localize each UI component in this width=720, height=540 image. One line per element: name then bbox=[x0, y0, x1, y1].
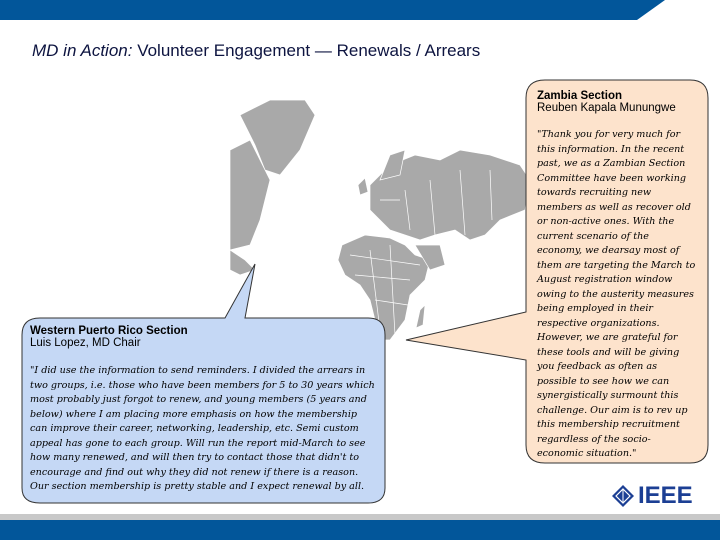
title-rest: Volunteer Engagement — Renewals / Arrears bbox=[132, 41, 481, 60]
zambia-callout bbox=[537, 90, 697, 462]
zambia-person: Reuben Kapala Munungwe bbox=[537, 102, 676, 114]
footer-bar bbox=[0, 520, 720, 540]
zambia-section-name: Zambia Section bbox=[537, 90, 622, 102]
ieee-logo-text: IEEE bbox=[638, 482, 693, 509]
ieee-logo bbox=[612, 482, 693, 510]
title-italic: MD in Action: bbox=[32, 41, 133, 60]
zambia-quote: "Thank you for very much for this information. In the recent past, we as a Zambian Section Committee have been working towards recruiting new members as well as recover old or non-active ones. With the current scenario of the economy, we dearsay most of them are targeting the March to August registration window owing to the austerity measures being employed in their respective organizations. However, we are grateful for these tools and will be giving you feedback as often as possible to see how we can synergistically surmount this challenge. Our aim is to rev up this membership recruitment regardless of the socio-economic situation." bbox=[537, 129, 696, 459]
pr-person: Luis Lopez, MD Chair bbox=[30, 337, 141, 349]
ieee-diamond-icon bbox=[612, 485, 634, 507]
pr-section-name: Western Puerto Rico Section bbox=[30, 325, 188, 337]
puerto-rico-callout bbox=[30, 325, 375, 495]
pr-quote: "I did use the information to send reminders. I divided the arrears in two groups, i.e. those who have been members for 5 to 30 years which most probably just forgot to renew, and young members (5 years and below) where I am placing more emphasis on how the membership can improve their career, networking, leadership, etc. Semi custom appeal has gone to each group. Will run the report mid-March to see how many renewed, and will then try to contact those that didn't to encourage and find out why they did not renew if there is a reason. Our section membership is pretty stable and I expect renewal by all. bbox=[30, 365, 375, 492]
